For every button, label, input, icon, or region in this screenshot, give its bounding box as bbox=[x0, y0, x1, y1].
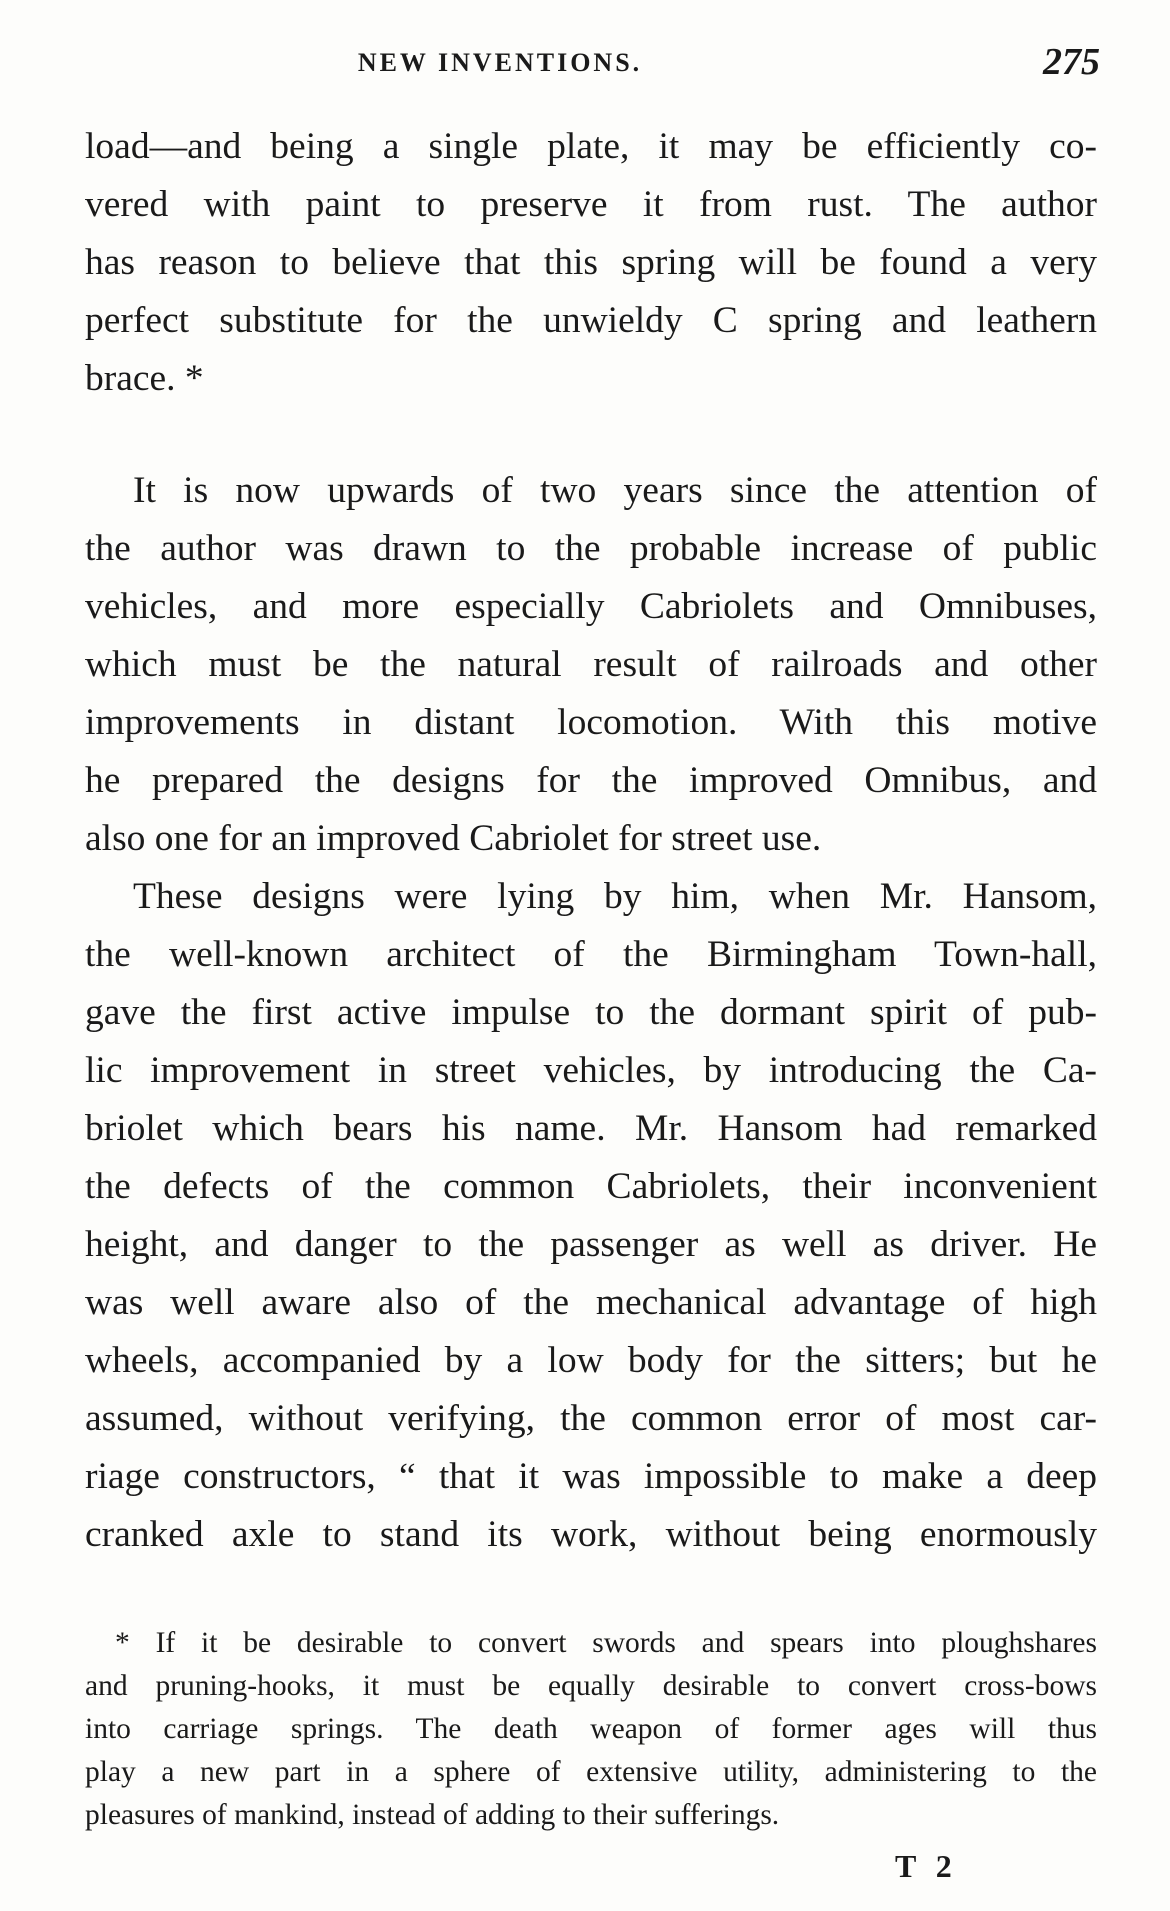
text-line: was well aware also of the mechanical advantage of high bbox=[85, 1282, 1097, 1323]
text-line: It is now upwards of two years since the attention of bbox=[133, 470, 1097, 511]
text-line: the well-known architect of the Birmingham Town-hall, bbox=[85, 934, 1097, 975]
text-line: improvements in distant locomotion. With this motive bbox=[85, 702, 1097, 743]
text-line: vered with paint to preserve it from rust. The author bbox=[85, 184, 1097, 225]
text-line: gave the first active impulse to the dormant spirit of pub- bbox=[85, 992, 1097, 1033]
text-line: the author was drawn to the probable increase of public bbox=[85, 528, 1097, 569]
text-line: brace. * bbox=[85, 358, 204, 399]
footnote bbox=[85, 1622, 1097, 1837]
body-text bbox=[85, 118, 1097, 1564]
text-line: height, and danger to the passenger as well as driver. He bbox=[85, 1224, 1097, 1265]
signature-mark: T 2 bbox=[895, 1848, 958, 1884]
footnote-line: into carriage springs. The death weapon of former ages will thus bbox=[85, 1713, 1097, 1745]
paragraph-gap bbox=[85, 408, 1097, 462]
page-number: 275 bbox=[1043, 41, 1100, 83]
running-head bbox=[0, 40, 1170, 90]
text-line: cranked axle to stand its work, without being enormously bbox=[85, 1514, 1097, 1555]
text-line: briolet which bears his name. Mr. Hansom had remarked bbox=[85, 1108, 1097, 1149]
text-line: perfect substitute for the unwieldy C spring and leathern bbox=[85, 300, 1097, 341]
text-line: lic improvement in street vehicles, by introducing the Ca- bbox=[85, 1050, 1097, 1091]
text-line: he prepared the designs for the improved Omnibus, and bbox=[85, 760, 1097, 801]
text-line: which must be the natural result of railroads and other bbox=[85, 644, 1097, 685]
text-line: the defects of the common Cabriolets, their inconvenient bbox=[85, 1166, 1097, 1207]
text-line: has reason to believe that this spring will be found a very bbox=[85, 242, 1097, 283]
text-line: riage constructors, “ that it was impossible to make a deep bbox=[85, 1456, 1097, 1497]
running-title: NEW INVENTIONS. bbox=[357, 48, 643, 77]
text-line: assumed, without verifying, the common error of most car- bbox=[85, 1398, 1097, 1439]
footnote-line: pleasures of mankind, instead of adding to their sufferings. bbox=[85, 1799, 780, 1831]
text-line: also one for an improved Cabriolet for street use. bbox=[85, 818, 822, 859]
text-line: wheels, accompanied by a low body for the sitters; but he bbox=[85, 1340, 1097, 1381]
text-line: vehicles, and more especially Cabriolets and Omnibuses, bbox=[85, 586, 1097, 627]
footnote-line: play a new part in a sphere of extensive utility, administering to the bbox=[85, 1756, 1097, 1788]
footnote-line: * If it be desirable to convert swords and spears into ploughshares bbox=[115, 1627, 1097, 1659]
text-line: These designs were lying by him, when Mr. Hansom, bbox=[133, 876, 1097, 917]
footnote-line: and pruning-hooks, it must be equally desirable to convert cross-bows bbox=[85, 1670, 1097, 1702]
text-line: load—and being a single plate, it may be efficiently co- bbox=[85, 126, 1097, 167]
